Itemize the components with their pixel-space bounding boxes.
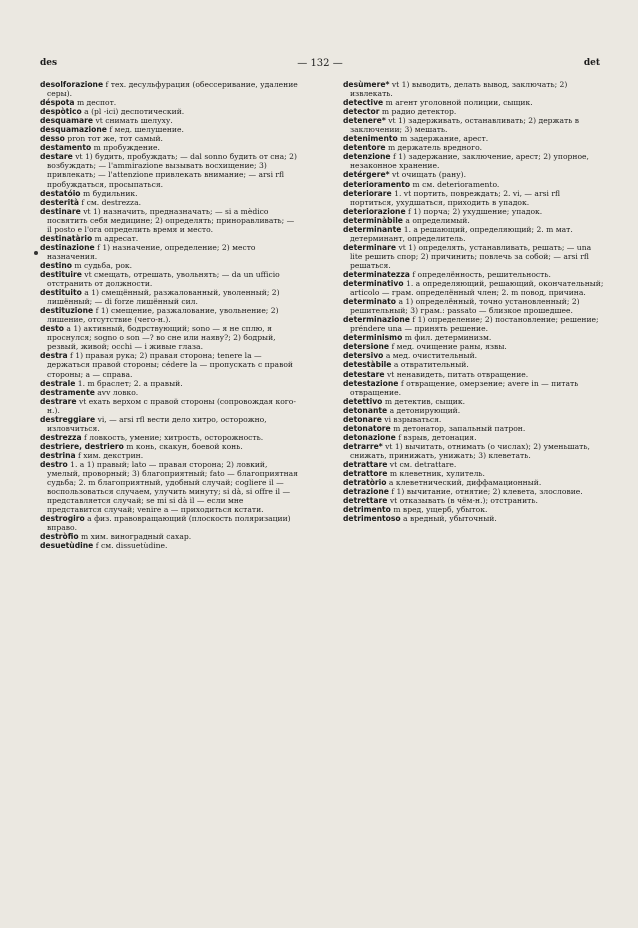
definition: m хим. виноградный сахар. [80,532,192,542]
definition: vt ненавидеть, питать отвращение. [386,369,529,379]
definition: a определимый. [405,215,470,225]
dictionary-entry [343,478,605,487]
headword: detrattore [343,469,388,479]
definition: f 1) правая рука; 2) правая сторона; tenere la — держаться правой стороны; cédere la — пропускать с правой стороны; a — справа. [47,351,293,379]
headword: destro [40,459,68,469]
definition: vt 1) будить, пробуждать; — dal sonno будить от сна; 2) возбуждать; — l'ammirazione вызывать восхищение; 3) привлекать; — l'attenzione привлекать внимание; — arsi rfl пробуждаться, просыпаться. [47,152,297,189]
headword: destrezza [40,432,82,442]
dictionary-entry [343,189,605,207]
definition: vt 1) выводить, делать вывод, заключать; 2) извлекать. [350,80,568,99]
dictionary-entry [343,134,605,143]
page-number: — 132 — [297,58,343,69]
definition: f см. destrezza. [81,197,142,207]
dictionary-entry [40,388,300,397]
header-left-guide-word: des [40,58,58,68]
headword: desùmere* [343,80,390,89]
dictionary-entry [343,216,605,225]
headword: destinatàrio [40,233,93,243]
headword: destrina [40,450,76,460]
headword: detrarre* [343,441,383,451]
dictionary-entry [343,460,605,469]
definition: a (pl -ici) деспотический. [84,107,185,117]
headword: determinismo [343,333,403,343]
dictionary-entry [343,207,605,216]
dictionary-entry [343,116,605,134]
dictionary-entry [343,180,605,189]
headword: detenimento [343,134,398,144]
headword: detersivo [343,351,384,361]
dictionary-entry [40,207,300,234]
headword: destino [40,260,72,270]
dictionary-entry [40,442,300,451]
dictionary-entry [40,379,300,388]
definition: f 1) задержание, заключение, арест; 2) упорное, незаконное хранение. [350,152,589,171]
dictionary-entry [40,234,300,243]
definition: vt смещать, отрешать, увольнять; — da un ufficio отстранить от должности. [47,269,280,289]
headword: detestare [343,369,385,379]
headword: detrimentoso [343,514,401,524]
dictionary-entry [343,505,605,514]
headword: detrazione [343,487,389,497]
dictionary-entry [40,415,300,433]
headword: detestàbile [343,360,392,370]
definition: m держатель вредного. [387,143,483,153]
dictionary-entry [40,351,300,378]
definition: avv ловко. [97,387,139,397]
headword: detenere* [343,116,386,126]
headword: detenzione [343,152,391,162]
dictionary-entry [343,424,605,433]
definition: m см. deterioramento. [412,179,500,189]
definition: 1. a определяющий, решающий, окончательный; articolo — грам. определённый член; 2. m повод, причина. [350,279,604,298]
dictionary-entry [343,514,605,523]
headword: detratòrio [343,478,387,488]
headword: determinante [343,224,402,234]
definition: m деспот. [76,98,117,108]
definition: f тех. десульфурация (обессеривание, удаление серы). [47,80,298,99]
page-header [40,58,600,72]
headword: desterità [40,197,79,207]
definition: vt см. detrattare. [389,459,457,469]
dictionary-entry [40,116,300,125]
definition: f мед. очищение раны, язвы. [391,342,507,352]
dictionary-entry [40,288,300,306]
headword: destituire [40,269,82,279]
headword: destituito [40,288,82,298]
definition: a физ. правовращающий (плоскость поляризации) вправо. [47,514,291,533]
dictionary-entry [40,189,300,198]
margin-mark [34,251,38,255]
definition: f отвращение, омерзение; avere in — питать отвращение. [350,378,579,397]
definition: m детонатор, запальный патрон. [393,423,526,433]
headword: destituzione [40,306,94,316]
definition: f 1) порча; 2) ухудшение; упадок. [408,206,543,216]
definition: vi взрываться. [384,414,442,424]
headword: detrattare [343,459,388,469]
left-column [40,80,300,550]
headword: destreggiare [40,414,96,424]
definition: 1. m браслет; 2. a правый. [77,378,183,388]
dictionary-entry [343,170,605,179]
headword: determinativo [343,279,404,289]
headword: desso [40,134,65,144]
headword: destare [40,152,73,162]
definition: a 1) активный, бодрствующий; sono — я не сплю, я проснулся; sogno o son —? во сне или наяву?; 2) бодрый, резвый, живой; occhi — i живые глаза. [47,324,276,352]
dictionary-entry [40,243,300,261]
definition: a мед. очистительный. [385,351,478,361]
dictionary-entry [343,107,605,116]
definition: m детектив, сыщик. [384,396,465,406]
headword: determinàbile [343,215,403,225]
headword: destramente [40,387,95,397]
dictionary-entry [343,406,605,415]
headword: determinato [343,297,397,307]
dictionary-entry [40,134,300,143]
definition: f см. dissuetùdine. [95,541,168,551]
headword: deterioramento [343,179,411,189]
definition: vt снимать шелуху. [95,116,173,126]
headword: destamento [40,143,92,153]
dictionary-entry [40,152,300,188]
dictionary-entry [40,270,300,288]
definition: 1. vt портить, повреждать; 2. vi, — arsi rfl портиться, ухудшаться, приходить в упадок. [350,188,561,207]
dictionary-entry [343,379,605,397]
definition: m вред, ущерб, убыток. [393,505,488,515]
definition: f 1) вычитание, отнятие; 2) клевета, злословие. [391,487,583,497]
definition: f взрыв, детонация. [398,432,477,442]
definition: m радио детектор. [381,107,457,117]
definition: a детонирующий. [389,405,461,415]
dictionary-entry [40,306,300,324]
headword: detonatore [343,423,391,433]
definition: vt очищать (рану). [392,170,467,180]
definition: m задержание, арест. [400,134,489,144]
dictionary-entry [40,541,300,550]
headword: determinazione [343,315,410,325]
headword: desquamazione [40,125,107,135]
dictionary-entry [343,270,605,279]
definition: a 1) смещённый, разжалованный, уволенный; 2) лишённый; — di forze лишённый сил. [47,288,280,307]
definition: 1. a решающий, определяющий; 2. m мат. детерминант, определитель. [350,224,573,243]
headword: detersione [343,342,390,352]
definition: f хим. декстрин. [78,450,144,460]
headword: destriere, destriero [40,441,124,451]
definition: vt ехать верхом с правой стороны (сопровождая кого-н.). [47,396,296,415]
dictionary-entry [40,324,300,351]
definition: 1. a 1) правый; lato — правая сторона; 2) ловкий, умелый, проворный; 3) благоприятный; fato — благоприятная судьба; 2. m благоприятный, удобный случай; cogliere il — воспользоваться случаем, улучить минуту; si dà, si offre il — представляется случай; se mi si dà il — если мне представится случай; venire a — приходиться кстати. [47,459,298,515]
dictionary-entry [40,198,300,207]
headword: determinatezza [343,269,410,279]
headword: destatóio [40,188,81,198]
dictionary-entry [343,397,605,406]
dictionary-entry [343,351,605,360]
definition: m судьба, рок. [74,260,133,270]
definition: vt отказывать (в чём-н.); отстранить. [389,496,538,506]
definition: m пробуждение. [93,143,160,153]
definition: a клеветнический, диффамационный. [388,478,542,488]
definition: vt 1) назначить, предназначать; — si a mèdico посвятить себя медицине; 2) определять; приноравливать; — il posto e l'ora определить время и место. [47,206,295,234]
definition: f ловкость, умение; хитрость, осторожность. [84,432,264,442]
definition: m конь, скакун, боевой конь. [126,441,243,451]
definition: vt 1) определять, устанавливать, решать; — una lite решить спор; 2) причинить; повлечь за собой; — arsi rfl решаться. [350,242,592,270]
definition: f 1) назначение, определение; 2) место назначения. [47,242,256,261]
headword: detonante [343,405,388,415]
dictionary-entry [40,532,300,541]
dictionary-entry [40,80,300,98]
headword: destinare [40,206,81,216]
dictionary-entry [40,107,300,116]
dictionary-entry [40,98,300,107]
dictionary-entry [343,279,605,297]
dictionary-entry [343,469,605,478]
definition: f 1) определение; 2) постановление; решение; préndere una — принять решение. [350,315,599,334]
definition: f определённость, решительность. [412,269,551,279]
definition: m будильник. [82,188,138,198]
definition: m клеветник, хулитель. [389,469,485,479]
dictionary-entry [40,514,300,532]
definition: m фил. детерминизм. [404,333,492,343]
dictionary-entry [343,333,605,342]
dictionary-entry [343,152,605,170]
dictionary-entry [40,433,300,442]
headword: deteriorare [343,188,392,198]
dictionary-entry [40,125,300,134]
dictionary-entry [40,261,300,270]
dictionary-entry [343,143,605,152]
dictionary-entry [40,397,300,415]
header-right-guide-word: det [583,58,600,68]
dictionary-entry [343,80,605,98]
headword: detector [343,107,380,117]
definition: m адресат. [94,233,139,243]
definition: f 1) смещение, разжалование, увольнение; 2) лишение, отсутствие (чего-н.). [47,306,279,325]
dictionary-entry [343,342,605,351]
headword: desolforazione [40,80,104,89]
definition: vi, — arsi rfl вести дело хитро, осторожно, изловчиться. [47,414,267,433]
headword: detrettare [343,496,388,506]
dictionary-entry [40,451,300,460]
definition: vt 1) вычитать, отнимать (о числах); 2) уменьшать, снижать, принижать, унижать; 3) клеветать. [350,441,590,460]
headword: detrimento [343,505,391,515]
definition: a 1) определённый, точно установленный; 2) решительный; 3) грам.: passato — близкое прошедшее. [350,297,580,316]
right-column [343,80,605,523]
dictionary-entry [343,243,605,270]
definition: m агент уголовной полиции, сыщик. [385,98,533,108]
headword: detestazione [343,378,399,388]
headword: destinazione [40,242,95,252]
headword: determinare [343,242,397,252]
headword: destrogiro [40,514,85,524]
dictionary-entry [343,225,605,243]
definition: f мед. шелушение. [109,125,184,135]
headword: detonare [343,414,382,424]
definition: a отвратительный. [393,360,469,370]
headword: déspota [40,98,75,108]
definition: a вредный, убыточный. [403,514,497,524]
headword: desquamare [40,116,94,126]
headword: destra [40,351,68,361]
dictionary-entry [343,370,605,379]
dictionary-entry [343,442,605,460]
dictionary-entry [343,487,605,496]
dictionary-entry [40,143,300,152]
dictionary-entry [343,315,605,333]
dictionary-entry [343,433,605,442]
definition: pron тот же, тот самый. [67,134,163,144]
headword: detonazione [343,432,396,442]
headword: destròfio [40,532,79,542]
headword: destrare [40,396,77,406]
definition: vt 1) задерживать, останавливать; 2) держать в заключении; 3) мешать. [350,116,580,135]
headword: deteriorazione [343,206,406,216]
headword: desuetùdine [40,541,94,551]
dictionary-entry [343,360,605,369]
dictionary-entry [343,98,605,107]
dictionary-entry [40,460,300,514]
dictionary-entry [343,415,605,424]
headword: detentore [343,143,386,153]
headword: destrale [40,378,76,388]
dictionary-entry [343,297,605,315]
dictionary-entry [343,496,605,505]
headword: detérgere* [343,170,390,180]
headword: detective [343,98,384,108]
headword: despòtico [40,107,82,117]
headword: detettivo [343,396,383,406]
headword: desto [40,324,64,334]
